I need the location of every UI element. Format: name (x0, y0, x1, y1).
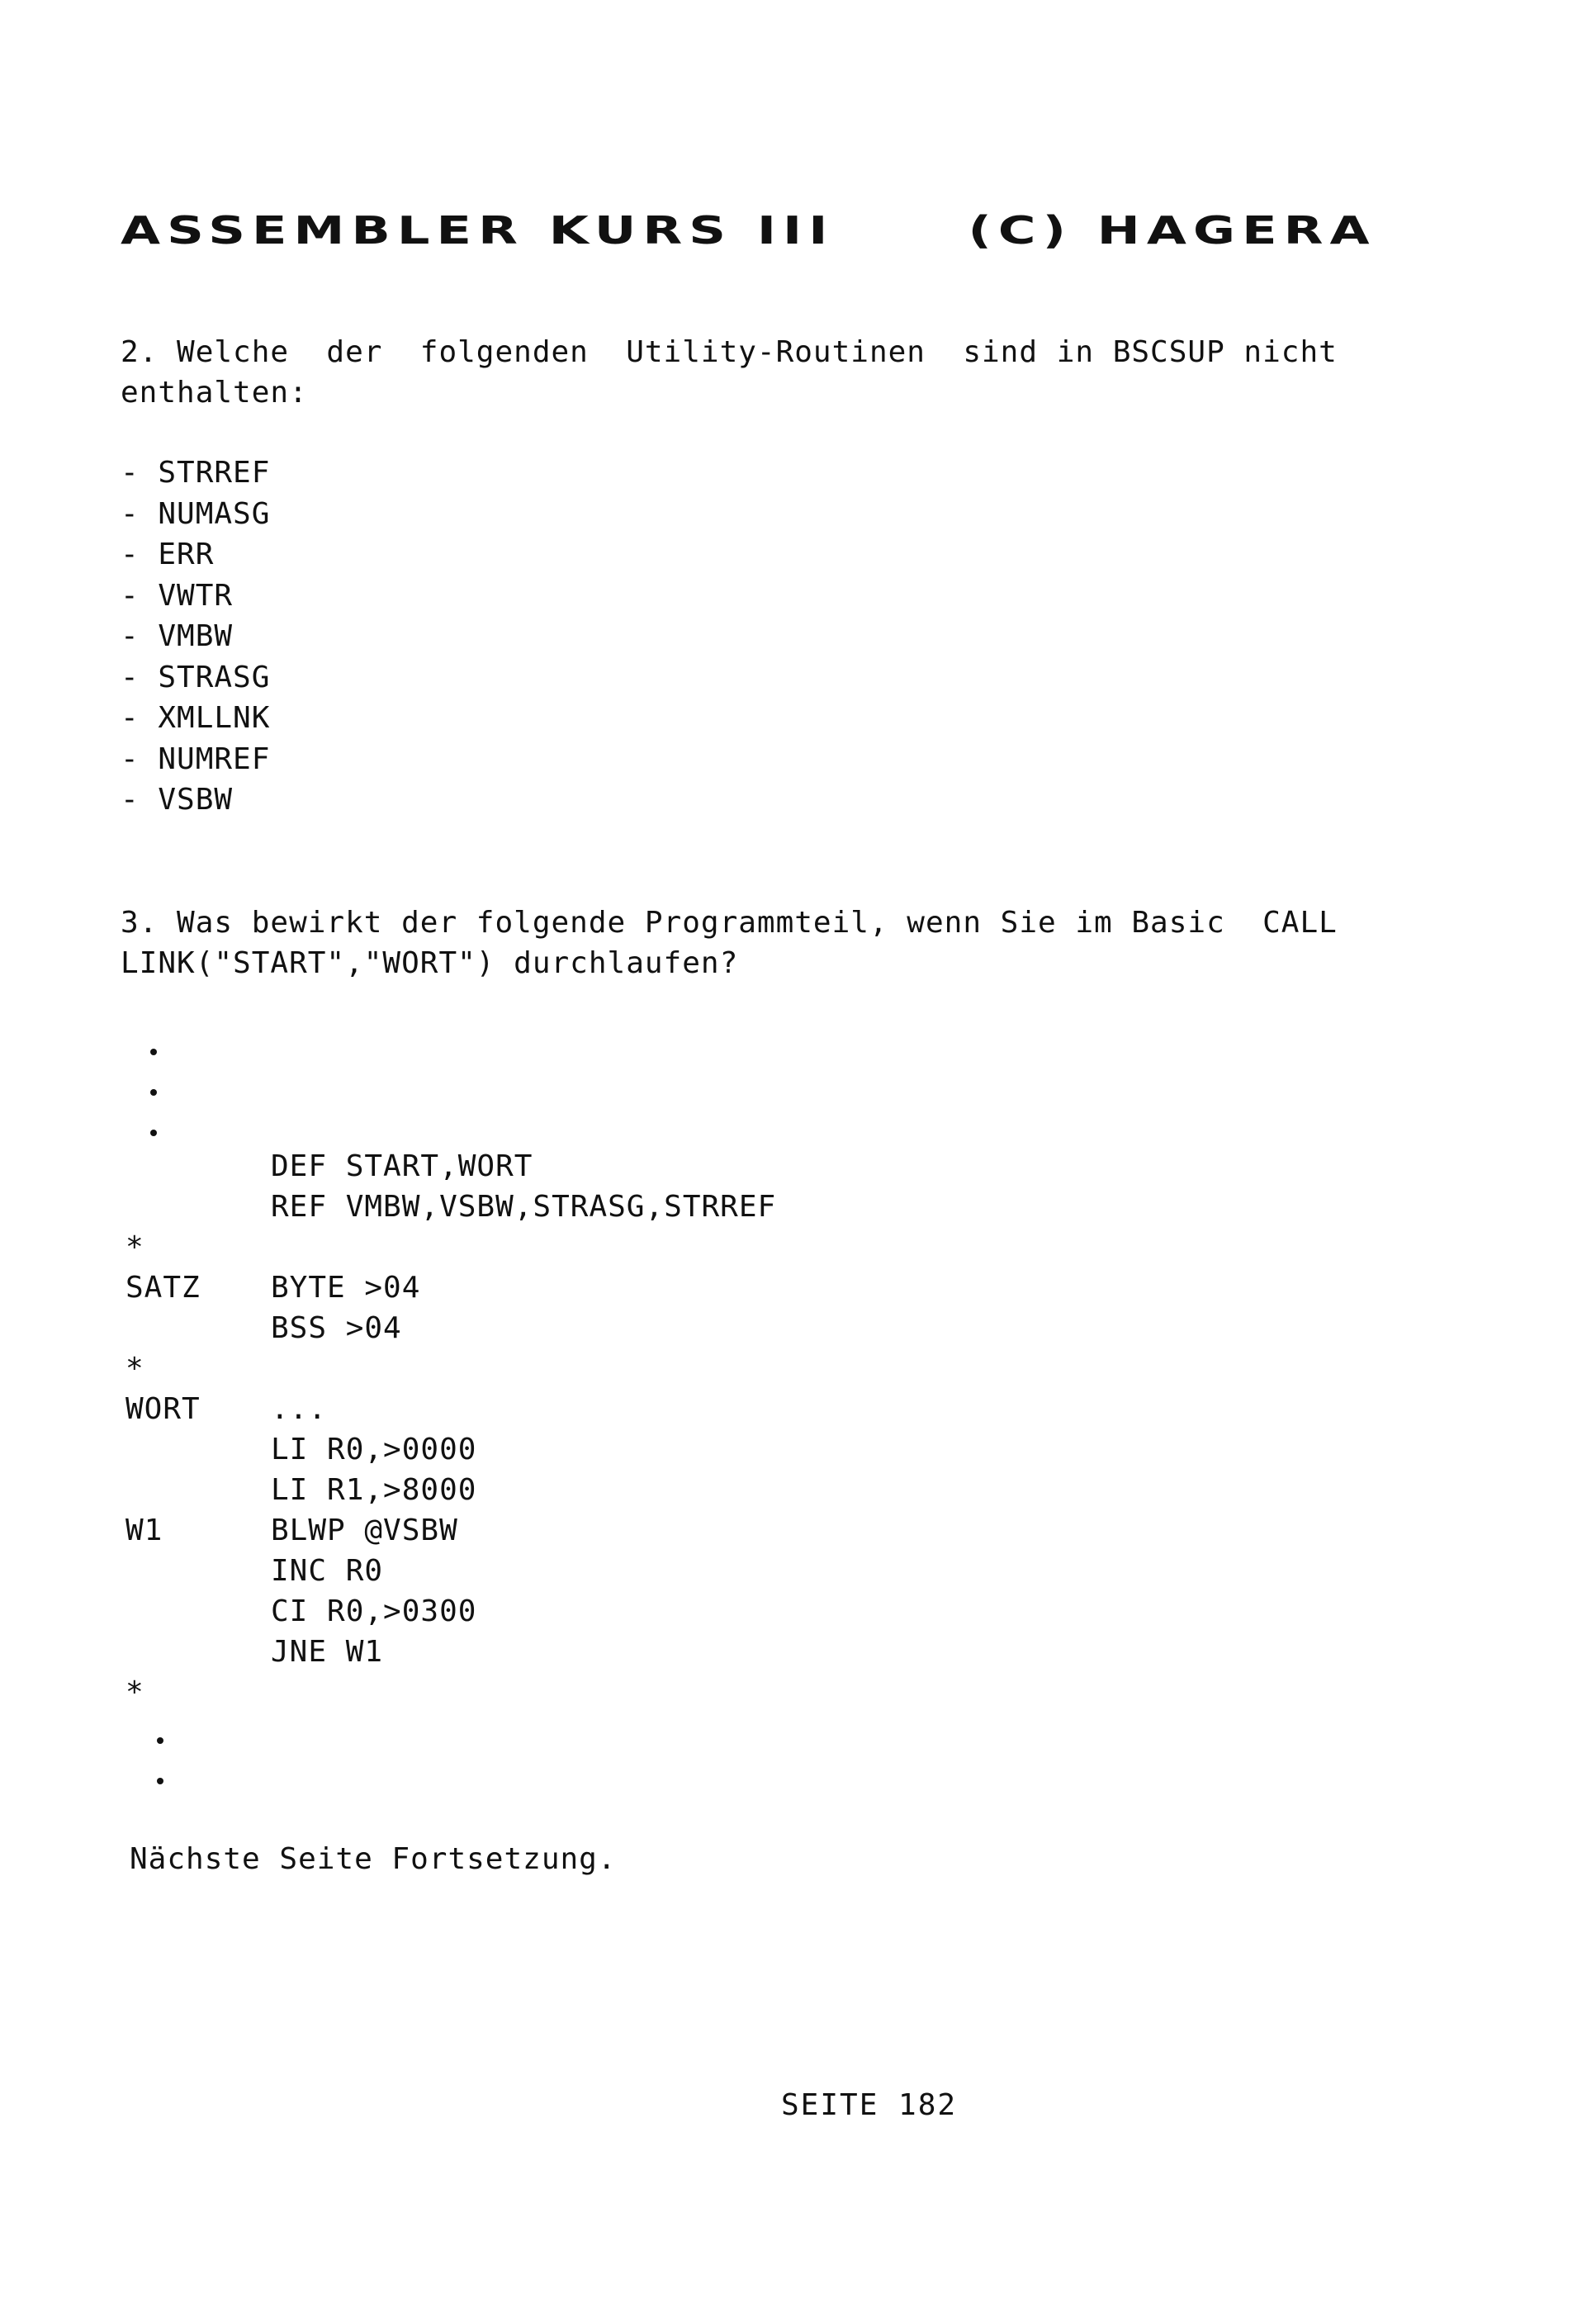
ellipsis-dot (150, 1049, 157, 1055)
code-label: SATZ (126, 1271, 201, 1305)
ellipsis-dot (150, 1130, 157, 1136)
code-instruction: ... (271, 1392, 328, 1426)
code-instruction: BYTE >04 (271, 1271, 421, 1305)
list-item: - NUMASG (121, 496, 271, 531)
code-line (0, 1348, 1596, 1389)
list-item: - VMBW (121, 619, 234, 653)
page-title (121, 208, 1376, 253)
ellipsis-dot (150, 1089, 157, 1096)
code-label: W1 (126, 1514, 163, 1547)
list-item: - NUMREF (121, 741, 271, 776)
code-line (0, 1308, 1596, 1348)
list-item: - STRREF (121, 456, 271, 490)
code-label: * (126, 1352, 144, 1386)
list-item: - STRASG (121, 660, 271, 694)
ellipsis-dot (157, 1778, 163, 1784)
code-instruction: REF VMBW,VSBW,STRASG,STRREF (271, 1190, 777, 1224)
question-2-line-1: 2. Welche der folgenden Utility-Routinen sind in BSCSUP nicht (121, 335, 1338, 369)
code-line (0, 1551, 1596, 1591)
list-item: - VSBW (121, 783, 234, 817)
code-label: * (126, 1230, 144, 1264)
code-line (0, 1227, 1596, 1267)
code-line (0, 1267, 1596, 1308)
list-item: - VWTR (121, 578, 234, 613)
list-item: - ERR (121, 538, 215, 571)
page-number: SEITE 182 (781, 2088, 958, 2122)
question-2-line-2: enthalten: (121, 376, 308, 410)
code-instruction: BSS >04 (271, 1311, 402, 1345)
code-line (0, 1470, 1596, 1510)
list-item: - XMLLNK (121, 701, 271, 735)
code-line (0, 1429, 1596, 1470)
code-line (0, 1591, 1596, 1632)
question-3-line-1: 3. Was bewirkt der folgende Programmteil, wenn Sie im Basic CALL (121, 906, 1338, 940)
course-title: ASSEMBLER KURS III (121, 208, 835, 253)
code-line (0, 1672, 1596, 1713)
ellipsis-dot (157, 1737, 163, 1744)
code-instruction: DEF START,WORT (271, 1149, 533, 1183)
code-line (0, 1146, 1596, 1187)
code-instruction: BLWP @VSBW (271, 1514, 458, 1547)
code-line (0, 1187, 1596, 1227)
code-line (0, 1510, 1596, 1551)
routine-list (121, 452, 270, 821)
continuation-note: Nächste Seite Fortsetzung. (130, 1842, 617, 1876)
question-3-line-2: LINK("START","WORT") durchlaufen? (121, 946, 739, 980)
code-instruction: JNE W1 (271, 1635, 384, 1669)
copyright-author: (C) HAGERA (968, 208, 1376, 253)
code-label: WORT (126, 1392, 201, 1426)
code-line (0, 1389, 1596, 1429)
code-instruction: LI R0,>0000 (271, 1433, 477, 1466)
code-instruction: CI R0,>0300 (271, 1594, 477, 1628)
code-instruction: LI R1,>8000 (271, 1473, 477, 1507)
code-line (0, 1632, 1596, 1672)
code-label: * (126, 1675, 144, 1709)
code-instruction: INC R0 (271, 1554, 384, 1588)
